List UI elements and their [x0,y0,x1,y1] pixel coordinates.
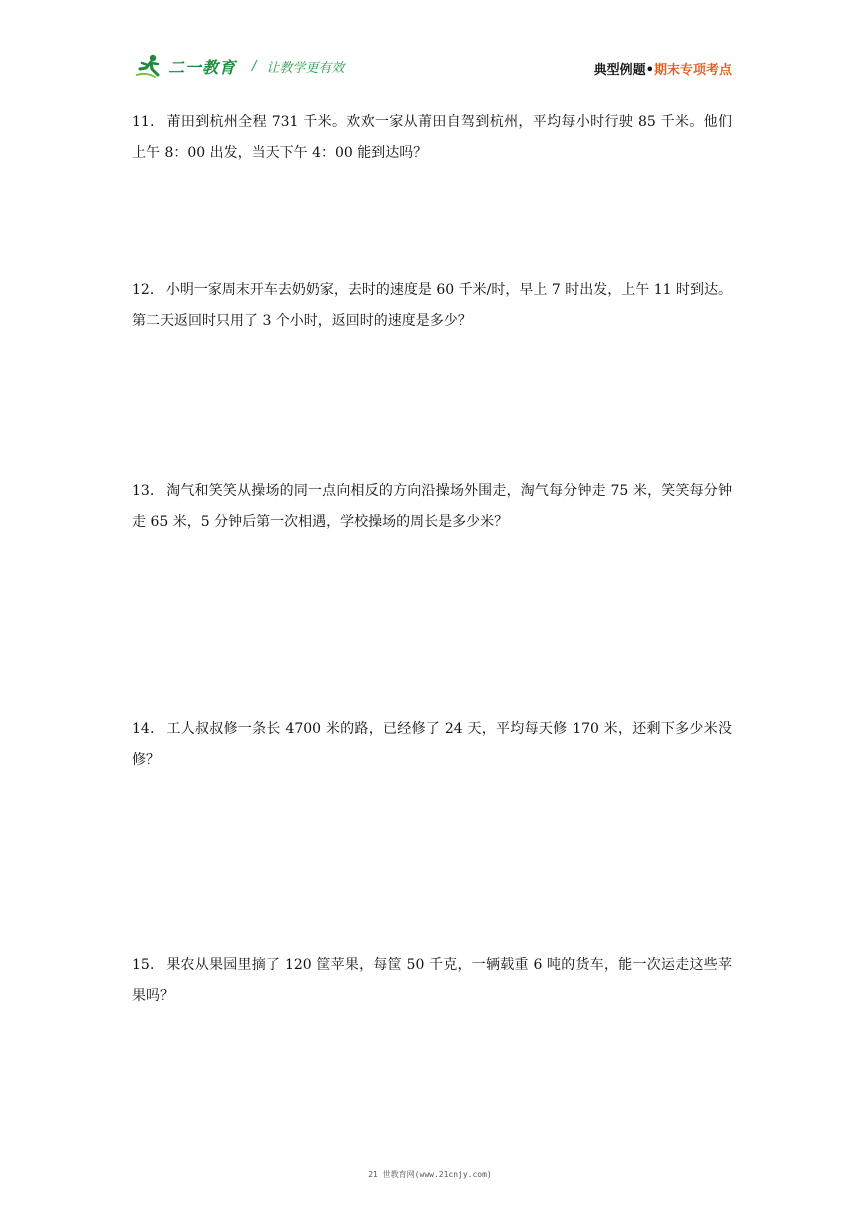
header-divider: / [252,58,257,74]
question-text: 工人叔叔修一条长 4700 米的路，已经修了 24 天，平均每天修 170 米，还剩下多少米没修？ [132,721,732,768]
question-11 [132,107,732,169]
question-13 [132,476,732,538]
category-accent: 期末专项考点 [653,63,732,78]
running-person-icon [136,53,164,79]
question-12 [132,275,732,337]
brand-name: 二一教育 [168,57,237,77]
question-number: 14． [132,721,165,737]
question-text: 果农从果园里摘了 120 筐苹果，每筐 50 千克，一辆载重 6 吨的货车，能一次运走这些苹果吗？ [132,957,732,1004]
question-number: 12． [132,282,164,298]
question-number: 11． [132,114,165,130]
question-15 [132,950,732,1012]
page-footer: 21 世教育网(www.21cnjy.com) [368,1170,492,1179]
question-number: 15． [132,957,165,973]
question-text: 小明一家周末开车去奶奶家，去时的速度是 60 千米/时，早上 7 时出发，上午 11 时到达。第二天返回时只用了 3 个小时，返回时的速度是多少？ [132,282,732,329]
page-header [136,52,732,82]
question-number: 13． [132,483,165,499]
question-14 [132,714,732,776]
question-text: 淘气和笑笑从操场的同一点向相反的方向沿操场外围走，淘气每分钟走 75 米，笑笑每分钟走 65 米，5 分钟后第一次相遇，学校操场的周长是多少米？ [132,483,732,530]
question-text: 莆田到杭州全程 731 千米。欢欢一家从莆田自驾到杭州，平均每小时行驶 85 千米。他们上午 8：00 出发，当天下午 4：00 能到达吗？ [132,114,732,161]
slogan: 让教学更有效 [266,60,345,76]
category-main: 典型例题 [593,63,646,78]
logo [136,52,344,80]
category-dot: • [645,63,654,78]
header-category [594,59,732,78]
